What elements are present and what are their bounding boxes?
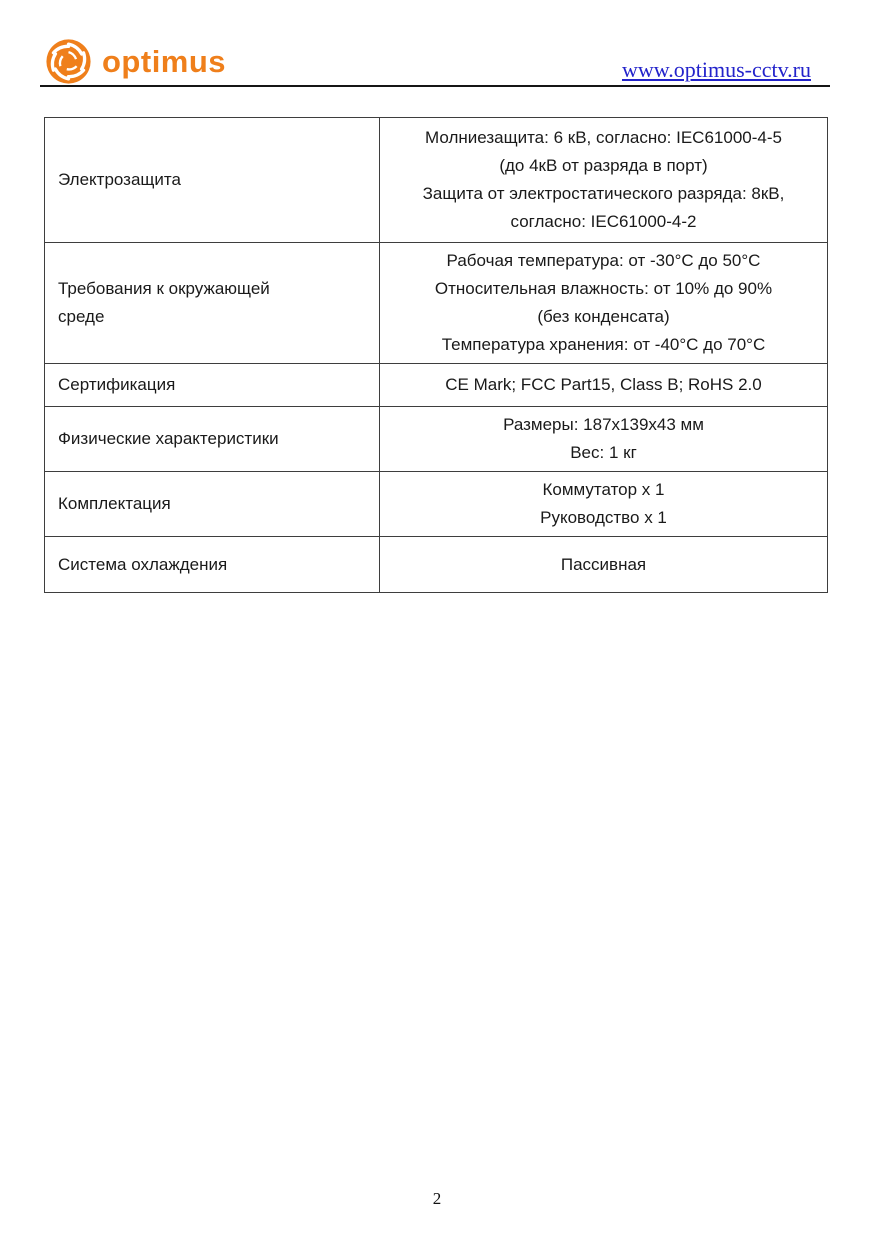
- spec-label-cell: [45, 537, 380, 593]
- spec-value-line: согласно: IEC61000-4-2: [510, 212, 697, 231]
- spec-value-line: Температура хранения: от -40°C до 70°C: [441, 335, 766, 354]
- spec-value-line: Защита от электростатического разряда: 8кВ,: [422, 184, 785, 203]
- page-number: 2: [432, 1189, 442, 1208]
- spec-value-line: Пассивная: [560, 554, 647, 574]
- optimus-logo-icon: [45, 38, 92, 85]
- spec-value-line: Руководство х 1: [540, 508, 667, 527]
- spec-label-cell: [45, 364, 380, 407]
- website-link[interactable]: www.optimus-cctv.ru: [622, 57, 811, 82]
- spec-value-line: (до 4кВ от разряда в порт): [499, 156, 708, 175]
- logo-wordmark: optimus: [102, 44, 227, 79]
- spec-value-line: Коммутатор х 1: [542, 480, 665, 499]
- spec-value-cell: [380, 537, 828, 593]
- spec-label-cell: [45, 407, 380, 472]
- table-row: [45, 537, 828, 593]
- spec-table-body: [45, 118, 828, 593]
- spec-label: Сертификация: [58, 375, 176, 394]
- header-divider: [40, 85, 830, 87]
- table-row: [45, 243, 828, 364]
- spec-value-line: Относительная влажность: от 10% до 90%: [434, 279, 773, 298]
- spec-value-line: Молниезащита: 6 кВ, согласно: IEC61000-4-5: [425, 128, 782, 147]
- table-row: [45, 364, 828, 407]
- spec-value-cell: [380, 118, 828, 243]
- spec-value-line: CE Mark; FCC Part15, Class B; RoHS 2.0: [445, 375, 762, 394]
- spec-value-line: Рабочая температура: от -30°C до 50°C: [446, 251, 761, 270]
- table-row: [45, 118, 828, 243]
- spec-label-cell: [45, 472, 380, 537]
- spec-value-cell: [380, 364, 828, 407]
- spec-value-cell: [380, 243, 828, 364]
- spec-label: Требования к окружающей среде: [58, 279, 270, 326]
- spec-label: Система охлаждения: [58, 554, 228, 574]
- spec-table: [44, 117, 828, 593]
- table-row: [45, 472, 828, 537]
- spec-value-line: Вес: 1 кг: [570, 443, 637, 462]
- spec-value-cell: [380, 472, 828, 537]
- spec-label: Комплектация: [58, 494, 171, 513]
- spec-label: Электрозащита: [58, 170, 181, 189]
- spec-label: Физические характеристики: [58, 429, 279, 448]
- spec-label-cell: [45, 118, 380, 243]
- spec-value-line: (без конденсата): [537, 307, 670, 326]
- spec-value-line: Размеры: 187х139х43 мм: [503, 415, 704, 434]
- spec-value-cell: [380, 407, 828, 472]
- spec-label-cell: [45, 243, 380, 364]
- table-row: [45, 407, 828, 472]
